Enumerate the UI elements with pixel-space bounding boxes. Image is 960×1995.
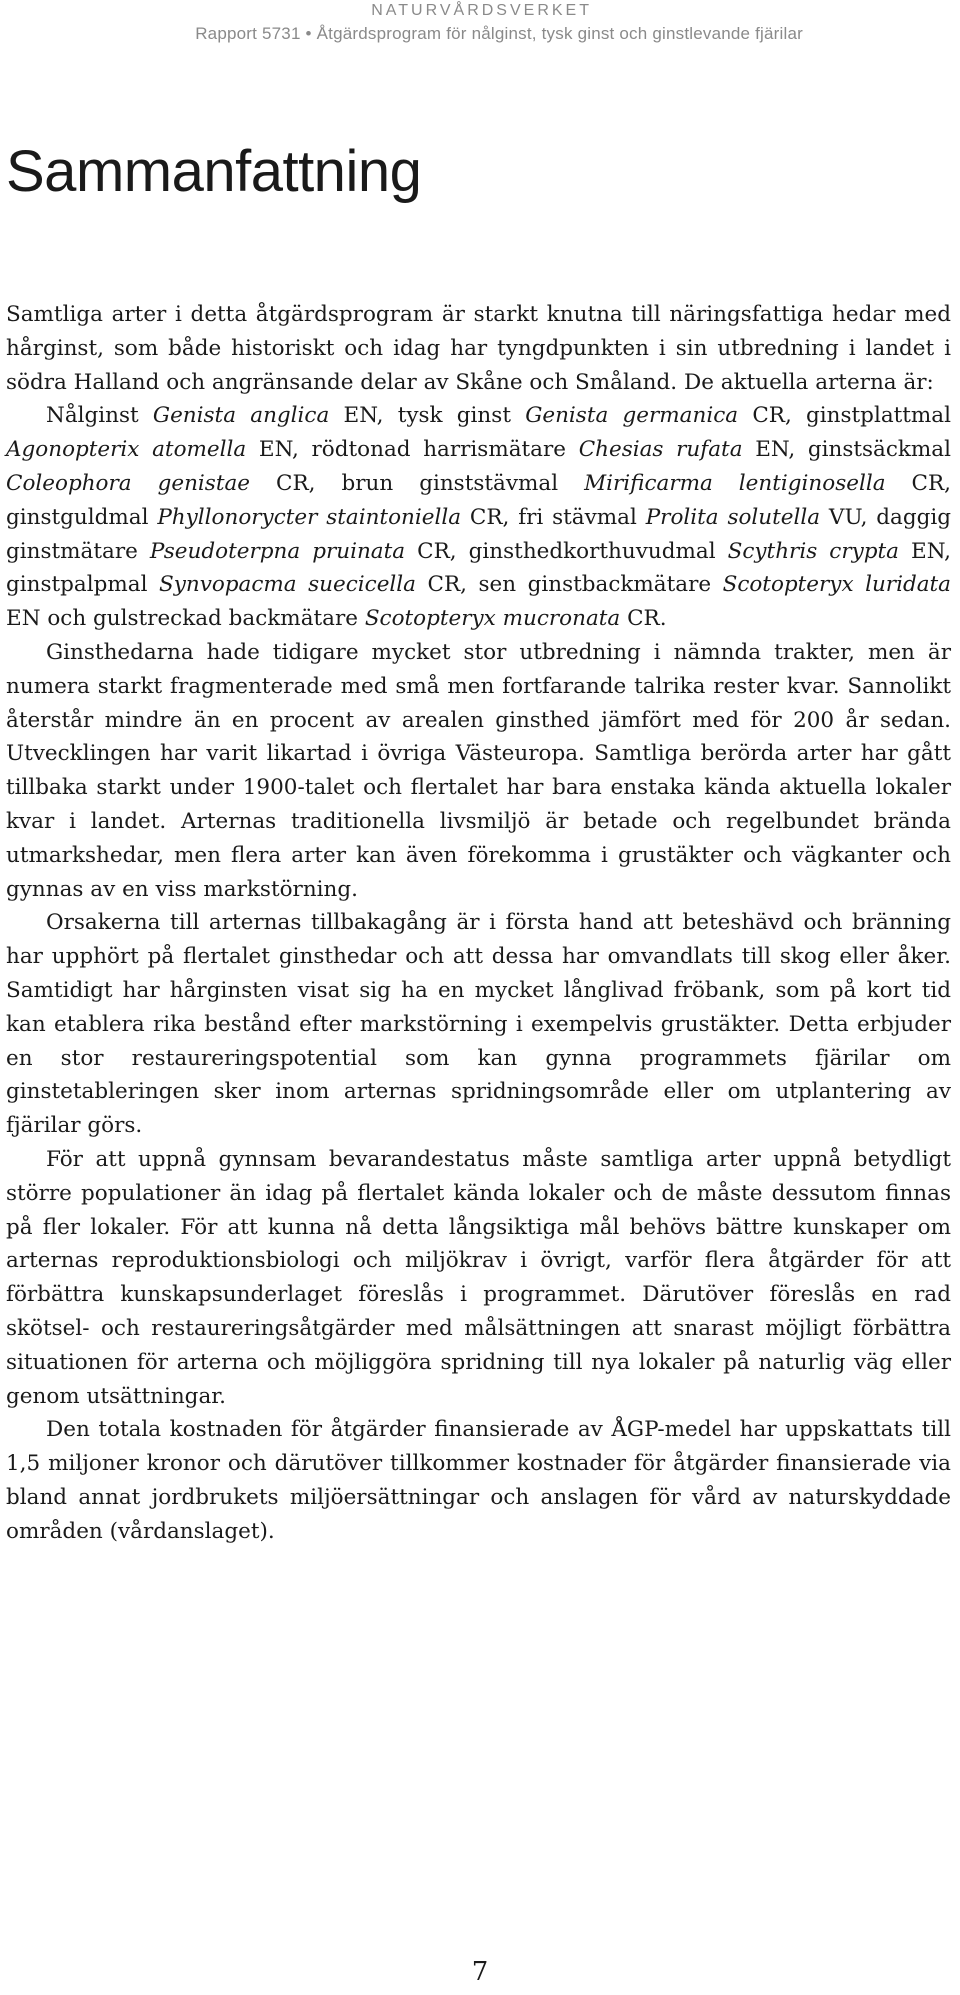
text-run: CR, brun ginststävmal [250, 470, 585, 496]
species-name: Coleophora genistae [6, 470, 251, 496]
text-run: EN, rödtonad harrismätare [246, 437, 579, 463]
body-paragraph [6, 298, 951, 399]
text-run: Orsakerna till arternas tillbakagång är i första hand att beteshävd och bränning har upphört på flertalet ginsthedar och att dessa har omvandlats till skog eller åker. Samtidigt har hårginsten visat sig ha en mycket långlivad fröbank, som på kort tid kan etablera rika bestånd efter markstörning i exempelvis grustäkter. Detta erbjuder en stor restaureringspotential som kan gynna programmets fjärilar om ginstetableringen sker inom arternas spridningsområde eller om utplantering av fjärilar görs. [6, 910, 951, 1139]
text-run: Den totala kostnaden för åtgärder finansierade av ÅGP-medel har uppskattats till 1,5 miljoner kronor och därutöver tillkommer kostnader för åtgärder finansierade via bland annat jordbrukets miljöersättningar och anslagen för vård av naturskyddade områden (vårdanslaget). [6, 1417, 951, 1544]
species-name: Scythris crypta [727, 538, 899, 564]
species-name: Chesias rufata [578, 437, 743, 463]
species-name: Genista germanica [525, 403, 739, 429]
species-name: Agonopterix atomella [6, 437, 247, 463]
text-run: Samtliga arter i detta åtgärdsprogram är starkt knutna till näringsfattiga hedar med hårginst, som både historiskt och idag har tyngdpunkten i sin utbredning i landet i södra Halland och angränsande delar av Skåne och Småland. De aktuella arterna är: [6, 302, 951, 395]
header-report-title: Rapport 5731 • Åtgärdsprogram för nålginst, tysk ginst och ginstlevande fjärilar [195, 24, 803, 43]
text-run: CR, ginstplattmal [738, 403, 952, 429]
species-name: Phyllonorycter staintoniella [157, 504, 462, 530]
text-run: CR, ginsthedkorthuvudmal [405, 538, 728, 564]
text-run: EN och gulstreckad backmätare [6, 606, 365, 632]
text-run: Nålginst [46, 403, 153, 429]
body-paragraph [6, 906, 951, 1143]
body-paragraph [6, 1413, 951, 1548]
text-run: Ginsthedarna hade tidigare mycket stor utbredning i nämnda trakter, men är numera starkt fragmenterade med små men fortfarande talrika rester kvar. Sannolikt återstår mindre än en procent av arealen ginsthed jämfört med för 200 år sedan. Utvecklingen har varit likartad i övriga Västeuropa. Samtliga berörda arter har gått tillbaka starkt under 1900-talet och flertalet har bara enstaka kända aktuella lokaler kvar i landet. Arternas traditionella livsmiljö är betade och regelbundet brända utmarkshedar, men flera arter kan även förekomma i grustäkter och vägkanter och gynnas av en viss markstörning. [6, 639, 951, 902]
species-name: Synvopacma suecicella [158, 572, 416, 598]
species-name: Mirificarma lentiginosella [584, 470, 886, 496]
species-name: Scotopteryx mucronata [364, 606, 621, 632]
text-run: För att uppnå gynnsam bevarandestatus måste samtliga arter uppnå betydligt större populationer än idag på flertalet kända lokaler och de måste dessutom finnas på fler lokaler. För att kunna nå detta långsiktiga mål behövs bättre kunskaper om arternas reproduktionsbiologi och miljökrav i övrigt, varför flera åtgärder för att förbättra kunskapsunderlaget föreslås i programmet. Därutöver föreslås en rad skötsel- och restaureringsåtgärder med målsättningen att snarast möjligt förbättra situationen för arterna och möjliggöra spridning till nya lokaler på naturlig väg eller genom utsättningar. [6, 1146, 951, 1409]
body-paragraph [6, 1143, 951, 1413]
text-run: CR. [620, 606, 667, 632]
body-paragraph [6, 636, 951, 906]
page-title: Sammanfattning [6, 139, 422, 204]
text-run: VU, daggig ginstmätare [6, 504, 952, 564]
species-name: Genista anglica [152, 403, 330, 429]
species-name: Prolita solutella [645, 504, 821, 530]
page-number: 7 [471, 1957, 489, 1987]
species-name: Scotopteryx luridata [722, 572, 951, 598]
species-name: Pseudoterpna pruinata [149, 538, 406, 564]
text-run: CR, sen ginstbackmätare [416, 572, 723, 598]
summary-body [6, 298, 951, 1548]
text-run: EN, ginstsäckmal [742, 437, 951, 463]
text-run: EN, tysk ginst [329, 403, 526, 429]
text-run: CR, ginstguldmal [6, 470, 951, 530]
body-paragraph [6, 399, 951, 636]
text-run: EN, ginstpalpmal [6, 538, 951, 598]
header-organization: NATURVÅRDSVERKET [371, 2, 592, 19]
text-run: CR, fri stävmal [461, 504, 646, 530]
